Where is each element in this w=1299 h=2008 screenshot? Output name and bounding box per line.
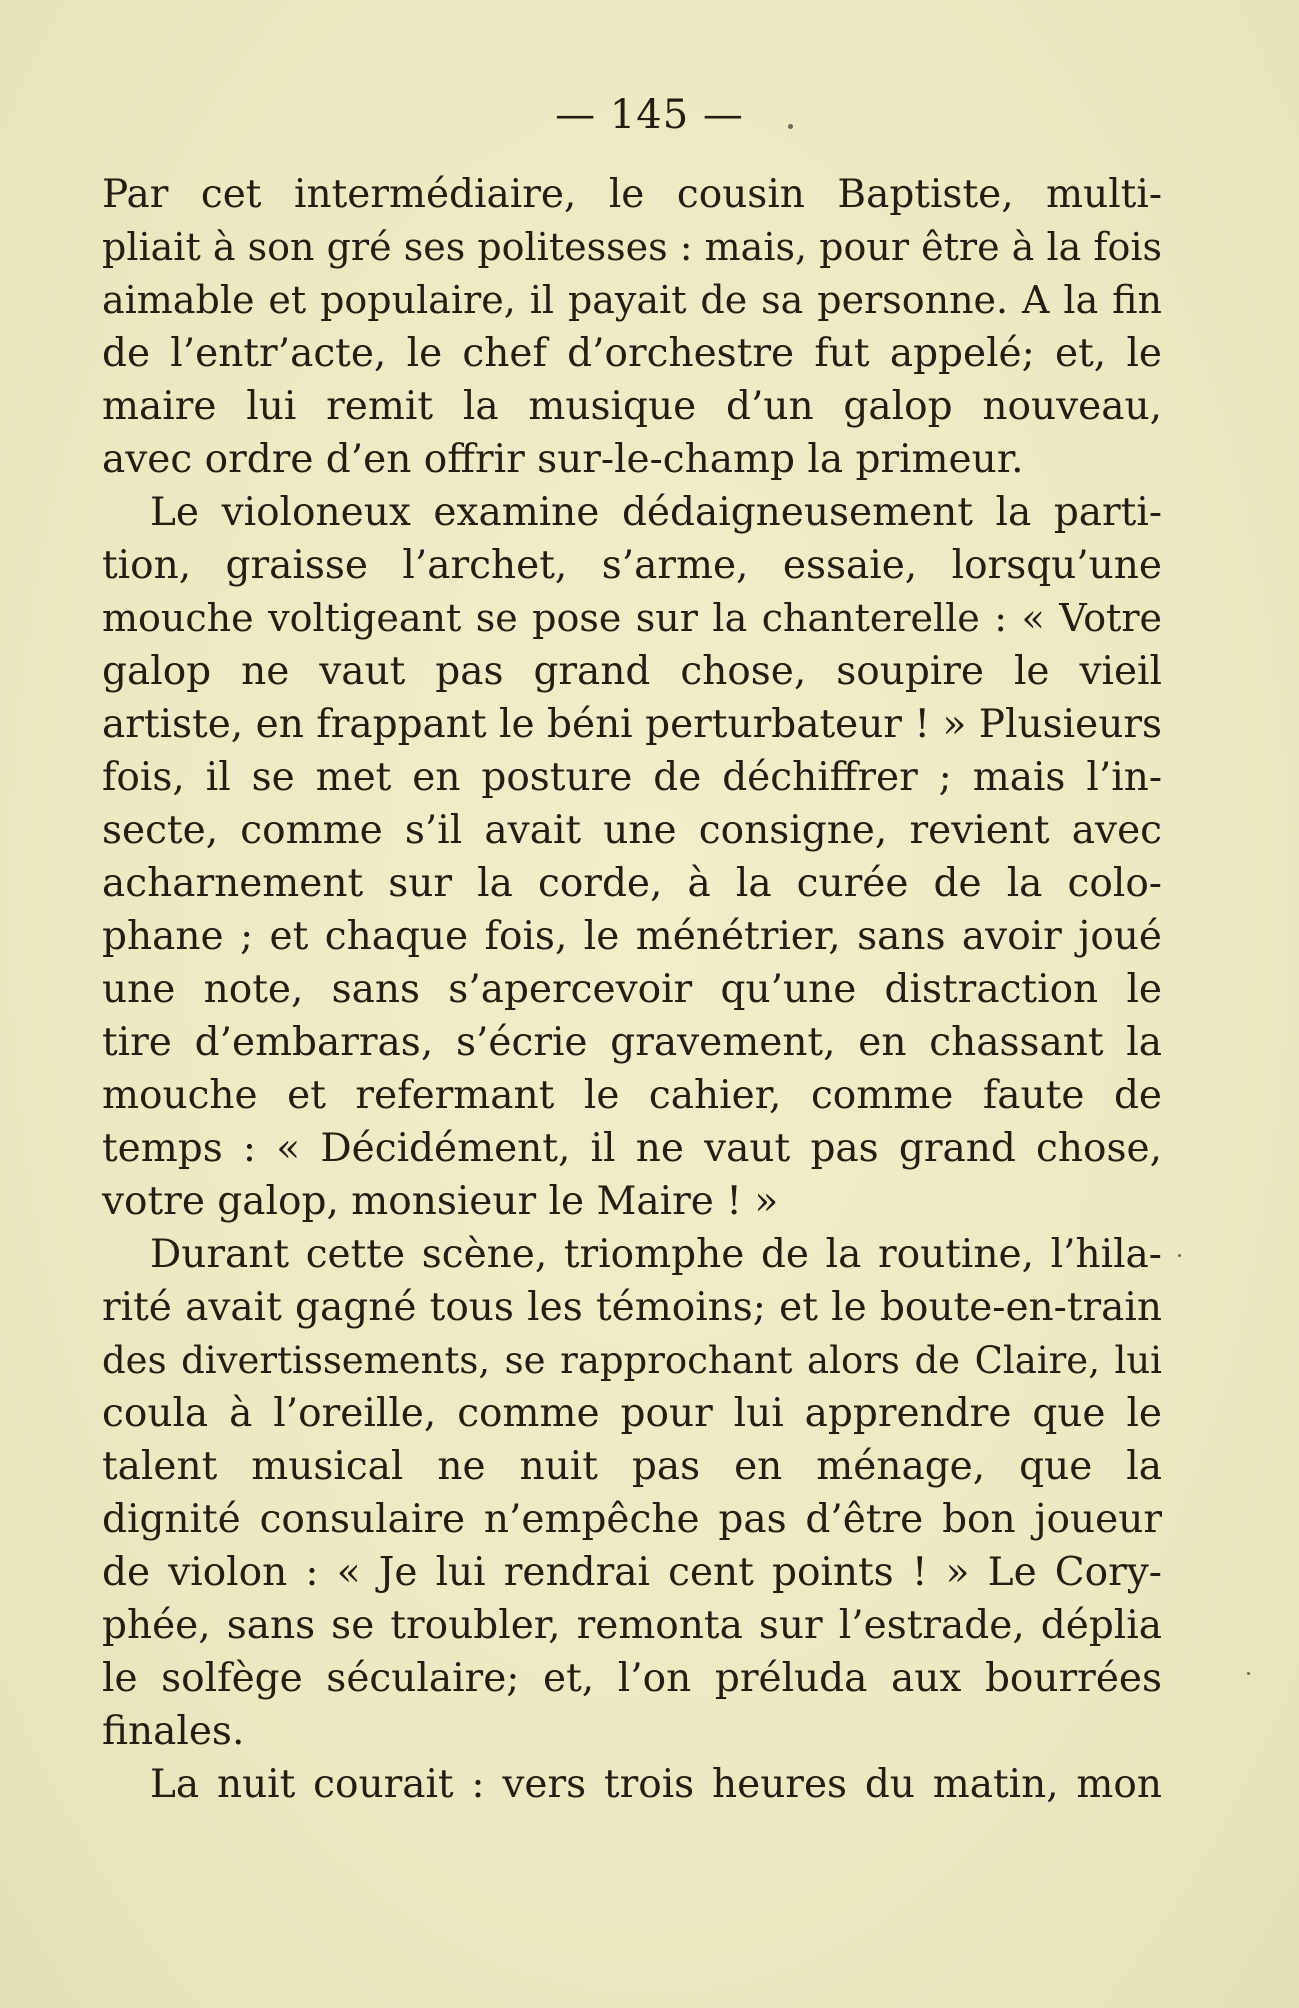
text-line: aimable et populaire, il payait de sa personne. A la fin	[102, 278, 1162, 322]
text-line: rité avait gagné tous les témoins; et le boute-en-train	[102, 1285, 1162, 1330]
text-line: de l’entr’acte, le chef d’orchestre fut appelé; et, le	[102, 331, 1162, 376]
text-line: phée, sans se troubler, remonta sur l’estrade, déplia	[102, 1603, 1162, 1648]
text-line: des divertissements, se rapprochant alors de Claire, lui	[102, 1339, 1162, 1382]
text-line: dignité consulaire n’empêche pas d’être bon joueur	[102, 1497, 1162, 1542]
text-line: mouche voltigeant se pose sur la chanterelle : « Votre	[102, 596, 1162, 640]
text-line: avec ordre d’en offrir sur-le-champ la primeur.	[102, 437, 1024, 482]
text-line: finales.	[102, 1709, 245, 1754]
paragraph	[102, 486, 1162, 1228]
paper-speck	[788, 124, 793, 129]
text-line: Le violoneux examine dédaigneusement la parti-	[150, 490, 1162, 535]
text-line: La nuit courait : vers trois heures du matin, mon	[150, 1762, 1162, 1807]
text-line: tion, graisse l’archet, s’arme, essaie, lorsqu’une	[102, 543, 1162, 588]
paragraph	[102, 1758, 1162, 1811]
text-line: coula à l’oreille, comme pour lui apprendre que le	[102, 1391, 1162, 1436]
text-line: fois, il se met en posture de déchiffrer ; mais l’in-	[102, 755, 1162, 800]
page-number: — 145 —	[555, 92, 744, 138]
text-line: galop ne vaut pas grand chose, soupire le vieil	[102, 649, 1162, 694]
paragraph	[102, 168, 1162, 486]
text-line: acharnement sur la corde, à la curée de la colo-	[102, 861, 1162, 906]
text-line: artiste, en frappant le béni perturbateur ! » Plusieurs	[102, 702, 1162, 747]
text-line: Par cet intermédiaire, le cousin Baptiste, multi-	[102, 172, 1162, 217]
text-line: votre galop, monsieur le Maire ! »	[102, 1179, 779, 1224]
text-line: secte, comme s’il avait une consigne, revient avec	[102, 808, 1162, 853]
body-text	[102, 168, 1162, 1811]
text-line: talent musical ne nuit pas en ménage, que la	[102, 1444, 1162, 1489]
text-line: mouche et refermant le cahier, comme faute de	[102, 1073, 1162, 1118]
page-header	[0, 92, 1299, 138]
text-line: maire lui remit la musique d’un galop nouveau,	[102, 384, 1162, 429]
paper-speck	[1178, 1254, 1181, 1257]
text-line: le solfège séculaire; et, l’on préluda aux bourrées	[102, 1656, 1162, 1701]
text-line: une note, sans s’apercevoir qu’une distraction le	[102, 967, 1162, 1012]
text-line: de violon : « Je lui rendrai cent points ! » Le Cory-	[102, 1550, 1162, 1595]
text-line: Durant cette scène, triomphe de la routine, l’hila-	[150, 1232, 1162, 1277]
paragraph	[102, 1228, 1162, 1758]
text-line: tire d’embarras, s’écrie gravement, en chassant la	[102, 1020, 1162, 1065]
text-line: pliait à son gré ses politesses : mais, pour être à la fois	[102, 225, 1162, 269]
text-line: temps : « Décidément, il ne vaut pas grand chose,	[102, 1126, 1162, 1171]
paper-speck	[1247, 1672, 1250, 1675]
text-line: phane ; et chaque fois, le ménétrier, sans avoir joué	[102, 914, 1162, 959]
